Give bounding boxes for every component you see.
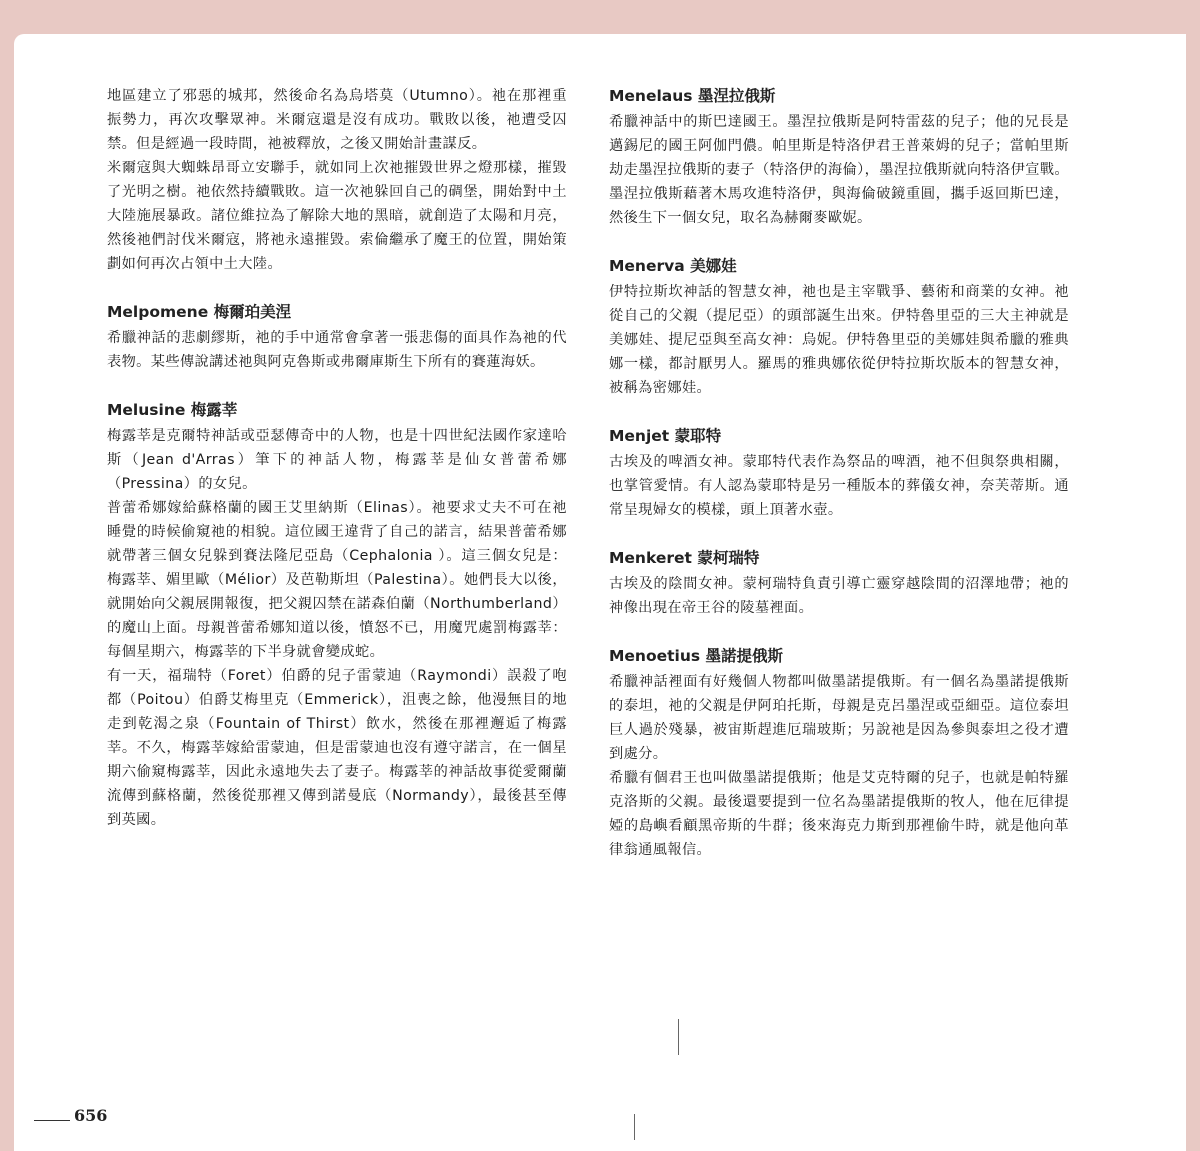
entry-menelaus	[609, 84, 1069, 230]
entry-menoetius	[609, 644, 1069, 862]
entry-utumno-continuation	[107, 84, 567, 276]
left-column	[107, 84, 567, 832]
scan-mark	[634, 1114, 635, 1140]
page-footer	[34, 1106, 107, 1125]
body-paragraph: 普蕾希娜嫁給蘇格蘭的國王艾里納斯（Elinas）。祂要求丈夫不可在祂睡覺的時候偷窺祂的相貌。這位國王違背了自己的諾言，結果普蕾希娜就帶著三個女兒躲到賽法隆尼亞島（Cephalonia ）。這三個女兒是：梅露莘、媚里歐（Mélior）及芭勒斯坦（Palestina）。她們長大以後，就開始向父親展開報復，把父親囚禁在諾森伯蘭（Northumberland）的魔山上面。母親普蕾希娜知道以後，憤怒不已，用魔咒處罰梅露莘：每個星期六，梅露莘的下半身就會變成蛇。	[107, 500, 567, 660]
entry-menerva	[609, 254, 1069, 400]
body-paragraph: 有一天，福瑞特（Foret）伯爵的兒子雷蒙迪（Raymondi）誤殺了咆都（Poitou）伯爵艾梅里克（Emmerick），沮喪之餘，他漫無目的地走到乾渴之泉（Fountain of Thirst）飲水，然後在那裡邂逅了梅露莘。不久，梅露莘嫁給雷蒙迪，但是雷蒙迪也沒有遵守諾言，在一個星期六偷窺梅露莘，因此永遠地失去了妻子。梅露莘的神話故事從愛爾蘭流傳到蘇格蘭，然後從那裡又傳到諾曼底（Normandy），最後甚至傳到英國。	[107, 668, 567, 828]
body-paragraph: 梅露莘是克爾特神話或亞瑟傳奇中的人物，也是十四世紀法國作家達哈斯（Jean d'Arras）筆下的神話人物，梅露莘是仙女普蕾希娜（Pressina）的女兒。	[107, 428, 567, 492]
book-page	[14, 34, 1186, 1151]
body-paragraph: 希臘神話裡面有好幾個人物都叫做墨諾提俄斯。有一個名為墨諾提俄斯的泰坦，祂的父親是伊阿珀托斯，母親是克呂墨涅或亞細亞。這位泰坦巨人過於殘暴，被宙斯趕進厄瑞玻斯；另說祂是因為參與泰坦之役才遭到處分。	[609, 674, 1069, 762]
entry-heading: Menkeret 蒙柯瑞特	[609, 549, 760, 567]
entry-melpomene	[107, 300, 567, 374]
entry-heading: Melusine 梅露莘	[107, 401, 238, 419]
entry-heading: Menelaus 墨涅拉俄斯	[609, 87, 776, 105]
body-paragraph: 古埃及的啤酒女神。蒙耶特代表作為祭品的啤酒，祂不但與祭典相關，也掌管愛情。有人認為蒙耶特是另一種版本的葬儀女神，奈芙蒂斯。通常呈現婦女的模樣，頭上頂著水壺。	[609, 454, 1069, 518]
entry-menkeret	[609, 546, 1069, 620]
page-number: 656	[74, 1106, 108, 1125]
body-paragraph: 地區建立了邪惡的城邦，然後命名為烏塔莫（Utumno）。祂在那裡重振勢力，再次攻擊眾神。米爾寇還是沒有成功。戰敗以後，祂遭受囚禁。但是經過一段時間，祂被釋放，之後又開始計畫謀反。	[107, 88, 567, 152]
entry-heading: Menoetius 墨諾提俄斯	[609, 647, 784, 665]
body-paragraph: 米爾寇與大蜘蛛昂哥立安聯手，就如同上次祂摧毀世界之燈那樣，摧毀了光明之樹。祂依然持續戰敗。這一次祂躲回自己的碉堡，開始對中土大陸施展暴政。諸位維拉為了解除大地的黑暗，就創造了太陽和月亮，然後祂們討伐米爾寇，將祂永遠摧毀。索倫繼承了魔王的位置，開始策劃如何再次占領中土大陸。	[107, 160, 567, 272]
scan-mark	[678, 1019, 679, 1055]
body-paragraph: 希臘神話中的斯巴達國王。墨涅拉俄斯是阿特雷茲的兒子；他的兄長是邁錫尼的國王阿伽門儂。帕里斯是特洛伊君王普萊姆的兒子；當帕里斯劫走墨涅拉俄斯的妻子（特洛伊的海倫），墨涅拉俄斯就向特洛伊宣戰。墨涅拉俄斯藉著木馬攻進特洛伊，與海倫破鏡重圓，攜手返回斯巴達，然後生下一個女兒，取名為赫爾麥歐妮。	[609, 114, 1069, 226]
body-paragraph: 希臘神話的悲劇繆斯，祂的手中通常會拿著一張悲傷的面具作為祂的代表物。某些傳說講述祂與阿克魯斯或弗爾庫斯生下所有的賽蓮海妖。	[107, 330, 567, 370]
entry-heading: Melpomene 梅爾珀美涅	[107, 303, 292, 321]
footer-rule	[34, 1120, 70, 1121]
body-paragraph: 古埃及的陰間女神。蒙柯瑞特負責引導亡靈穿越陰間的沼澤地帶；祂的神像出現在帝王谷的陵墓裡面。	[609, 576, 1069, 616]
entry-melusine	[107, 398, 567, 832]
body-paragraph: 希臘有個君王也叫做墨諾提俄斯；他是艾克特爾的兒子，也就是帕特羅克洛斯的父親。最後還要提到一位名為墨諾提俄斯的牧人，他在厄律提婭的島嶼看顧黑帝斯的牛群；後來海克力斯到那裡偷牛時，就是他向革律翁通風報信。	[609, 770, 1069, 858]
entry-heading: Menerva 美娜娃	[609, 257, 737, 275]
right-column	[609, 84, 1069, 862]
entry-menjet	[609, 424, 1069, 522]
entry-heading: Menjet 蒙耶特	[609, 427, 722, 445]
body-paragraph: 伊特拉斯坎神話的智慧女神，祂也是主宰戰爭、藝術和商業的女神。祂從自己的父親（提尼亞）的頭部誕生出來。伊特魯里亞的三大主神就是美娜娃、提尼亞與至高女神：烏妮。伊特魯里亞的美娜娃與希臘的雅典娜一樣，都討厭男人。羅馬的雅典娜依從伊特拉斯坎版本的智慧女神，被稱為密娜娃。	[609, 284, 1069, 396]
